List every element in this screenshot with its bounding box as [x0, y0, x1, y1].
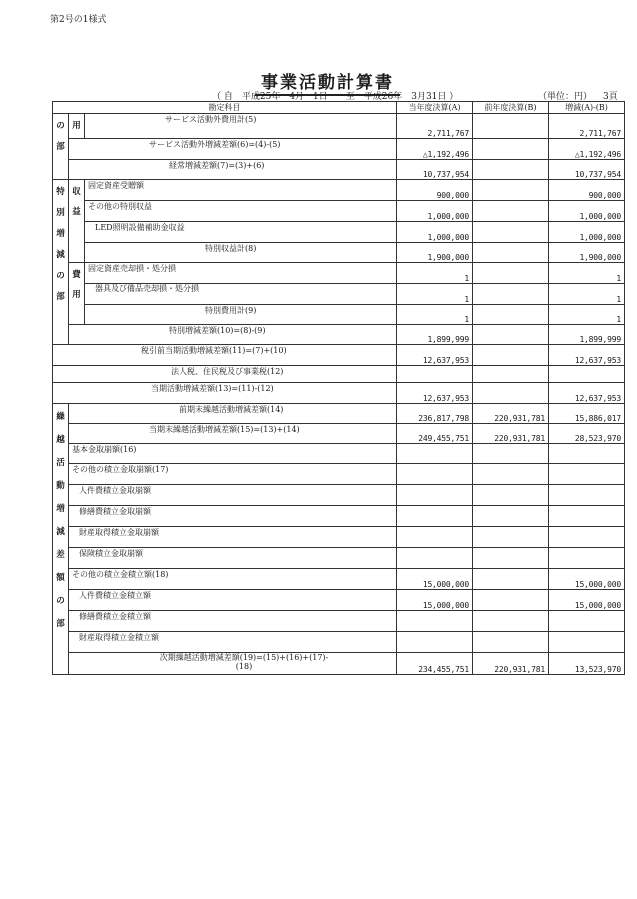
cell-previous: 220,931,781: [473, 653, 549, 675]
table-row: [53, 404, 625, 424]
cell-diff: [549, 611, 625, 632]
table-row: [53, 590, 625, 611]
table-row: [53, 527, 625, 548]
row-label: 財産取得積立金積立額: [69, 632, 397, 653]
cell-current: 249,455,751: [397, 424, 473, 444]
cell-current: [397, 366, 473, 383]
cell-diff: 13,523,970: [549, 653, 625, 675]
cell-previous: [473, 201, 549, 222]
cell-diff: 15,000,000: [549, 590, 625, 611]
cell-diff: [549, 527, 625, 548]
cell-diff: [549, 366, 625, 383]
table-row: [53, 139, 625, 160]
section-sub-label: 用: [69, 114, 85, 139]
cell-previous: [473, 383, 549, 404]
header-row: [53, 102, 625, 114]
cell-current: [397, 611, 473, 632]
row-label: 人件費積立金積立額: [69, 590, 397, 611]
row-label: 人件費積立金取崩額: [69, 485, 397, 506]
cell-current: 2,711,767: [397, 114, 473, 139]
cell-diff: 1,000,000: [549, 201, 625, 222]
cell-previous: [473, 325, 549, 345]
row-label: 修繕費積立金積立額: [69, 611, 397, 632]
cell-previous: [473, 263, 549, 284]
table-row: [53, 284, 625, 305]
page-number: 3頁: [603, 92, 618, 102]
table-row: [53, 325, 625, 345]
cell-current: [397, 444, 473, 464]
unit-label: （単位：円）: [538, 92, 593, 102]
cell-diff: 1,899,999: [549, 325, 625, 345]
cell-previous: [473, 366, 549, 383]
table-row: [53, 632, 625, 653]
cell-current: [397, 548, 473, 569]
row-label: 特別増減差額(10)=(8)-(9): [69, 325, 397, 345]
cell-current: 12,637,953: [397, 345, 473, 366]
row-label: 法人税、住民税及び事業税(12): [53, 366, 397, 383]
cell-previous: [473, 345, 549, 366]
table-row: [53, 243, 625, 263]
cell-previous: 220,931,781: [473, 404, 549, 424]
cell-diff: 1: [549, 263, 625, 284]
section-sub-label: 収 益: [69, 180, 85, 263]
header-previous: 前年度決算(B): [473, 102, 549, 114]
table-row: [53, 366, 625, 383]
cell-previous: [473, 464, 549, 485]
cell-current: 1,000,000: [397, 201, 473, 222]
cell-current: 15,000,000: [397, 590, 473, 611]
period: （ 自 平成25年 4月 1日 至 平成26年 3月31日 ）: [212, 92, 459, 102]
cell-diff: [549, 632, 625, 653]
section-label: 繰 越 活 動 増 減 差 額 の 部: [53, 404, 69, 675]
row-label: 当期活動増減差額(13)=(11)-(12): [53, 383, 397, 404]
table-row: [53, 345, 625, 366]
row-label: 固定資産売却損・処分損: [85, 263, 397, 284]
cell-previous: [473, 590, 549, 611]
cell-previous: [473, 243, 549, 263]
cell-previous: [473, 284, 549, 305]
cell-diff: 1: [549, 284, 625, 305]
cell-diff: 28,523,970: [549, 424, 625, 444]
cell-current: 1,000,000: [397, 222, 473, 243]
cell-previous: [473, 160, 549, 180]
cell-diff: 10,737,954: [549, 160, 625, 180]
row-label: サービス活動外増減差額(6)=(4)-(5): [69, 139, 397, 160]
table-row: [53, 424, 625, 444]
table-row: [53, 180, 625, 201]
cell-previous: [473, 305, 549, 325]
cell-current: 234,455,751: [397, 653, 473, 675]
cell-diff: 2,711,767: [549, 114, 625, 139]
table-row: [53, 653, 625, 675]
cell-current: 1,900,000: [397, 243, 473, 263]
table-row: [53, 222, 625, 243]
table-row: [53, 114, 625, 139]
header-item: 勘定科目: [53, 102, 397, 114]
activity-statement-table: [52, 101, 625, 675]
cell-current: 900,000: [397, 180, 473, 201]
section-sub-label: 費 用: [69, 263, 85, 325]
cell-previous: [473, 548, 549, 569]
row-label: その他の積立金積立額(18): [69, 569, 397, 590]
row-label: 修繕費積立金取崩額: [69, 506, 397, 527]
row-label: 特別収益計(8): [85, 243, 397, 263]
row-label: 税引前当期活動増減差額(11)=(7)+(10): [53, 345, 397, 366]
cell-current: 1: [397, 263, 473, 284]
cell-current: △1,192,496: [397, 139, 473, 160]
cell-diff: 12,637,953: [549, 345, 625, 366]
section-label: 特 別 増 減 の 部: [53, 180, 69, 345]
cell-previous: [473, 611, 549, 632]
cell-diff: [549, 485, 625, 506]
header-current: 当年度決算(A): [397, 102, 473, 114]
section-label: の 部: [53, 114, 69, 180]
cell-current: 15,000,000: [397, 569, 473, 590]
page-title: 事業活動計算書: [255, 68, 400, 96]
cell-diff: 1: [549, 305, 625, 325]
cell-current: [397, 485, 473, 506]
cell-diff: △1,192,496: [549, 139, 625, 160]
cell-diff: 1,900,000: [549, 243, 625, 263]
row-label: 当期末繰越活動増減差額(15)=(13)+(14): [69, 424, 397, 444]
cell-diff: [549, 444, 625, 464]
header-diff: 増減(A)-(B): [549, 102, 625, 114]
cell-diff: [549, 506, 625, 527]
cell-previous: [473, 485, 549, 506]
cell-current: 1: [397, 305, 473, 325]
cell-diff: 15,886,017: [549, 404, 625, 424]
cell-previous: [473, 569, 549, 590]
cell-previous: 220,931,781: [473, 424, 549, 444]
cell-diff: [549, 548, 625, 569]
cell-current: 12,637,953: [397, 383, 473, 404]
cell-diff: [549, 464, 625, 485]
row-label: LED照明設備補助金収益: [85, 222, 397, 243]
row-label: 保険積立金取崩額: [69, 548, 397, 569]
cell-current: 1: [397, 284, 473, 305]
cell-current: [397, 632, 473, 653]
table-row: [53, 444, 625, 464]
form-label: 第2号の1様式: [50, 15, 107, 25]
row-label: 前期末繰越活動増減差額(14): [69, 404, 397, 424]
table-row: [53, 569, 625, 590]
cell-current: 1,899,999: [397, 325, 473, 345]
table-row: [53, 201, 625, 222]
row-label: その他の特別収益: [85, 201, 397, 222]
cell-previous: [473, 444, 549, 464]
cell-diff: 15,000,000: [549, 569, 625, 590]
table-row: [53, 548, 625, 569]
row-label: サービス活動外費用計(5): [85, 114, 397, 139]
table-row: [53, 485, 625, 506]
table-row: [53, 160, 625, 180]
cell-diff: 900,000: [549, 180, 625, 201]
row-label: 財産取得積立金取崩額: [69, 527, 397, 548]
row-label: 経常増減差額(7)=(3)+(6): [69, 160, 397, 180]
cell-previous: [473, 139, 549, 160]
cell-current: [397, 506, 473, 527]
cell-diff: 12,637,953: [549, 383, 625, 404]
row-label: 次期繰越活動増減差額(19)=(15)+(16)+(17)-(18): [69, 653, 397, 675]
cell-previous: [473, 180, 549, 201]
cell-previous: [473, 114, 549, 139]
cell-current: 10,737,954: [397, 160, 473, 180]
cell-previous: [473, 527, 549, 548]
row-label: 基本金取崩額(16): [69, 444, 397, 464]
table-row: [53, 611, 625, 632]
cell-previous: [473, 632, 549, 653]
table-row: [53, 464, 625, 485]
cell-previous: [473, 506, 549, 527]
cell-current: 236,817,798: [397, 404, 473, 424]
row-label: 器具及び備品売却損・処分損: [85, 284, 397, 305]
cell-previous: [473, 222, 549, 243]
cell-diff: 1,000,000: [549, 222, 625, 243]
row-label: その他の積立金取崩額(17): [69, 464, 397, 485]
cell-current: [397, 527, 473, 548]
table-row: [53, 506, 625, 527]
table-row: [53, 383, 625, 404]
cell-current: [397, 464, 473, 485]
table-row: [53, 263, 625, 284]
row-label: 特別費用計(9): [85, 305, 397, 325]
row-label: 固定資産受贈額: [85, 180, 397, 201]
table-row: [53, 305, 625, 325]
